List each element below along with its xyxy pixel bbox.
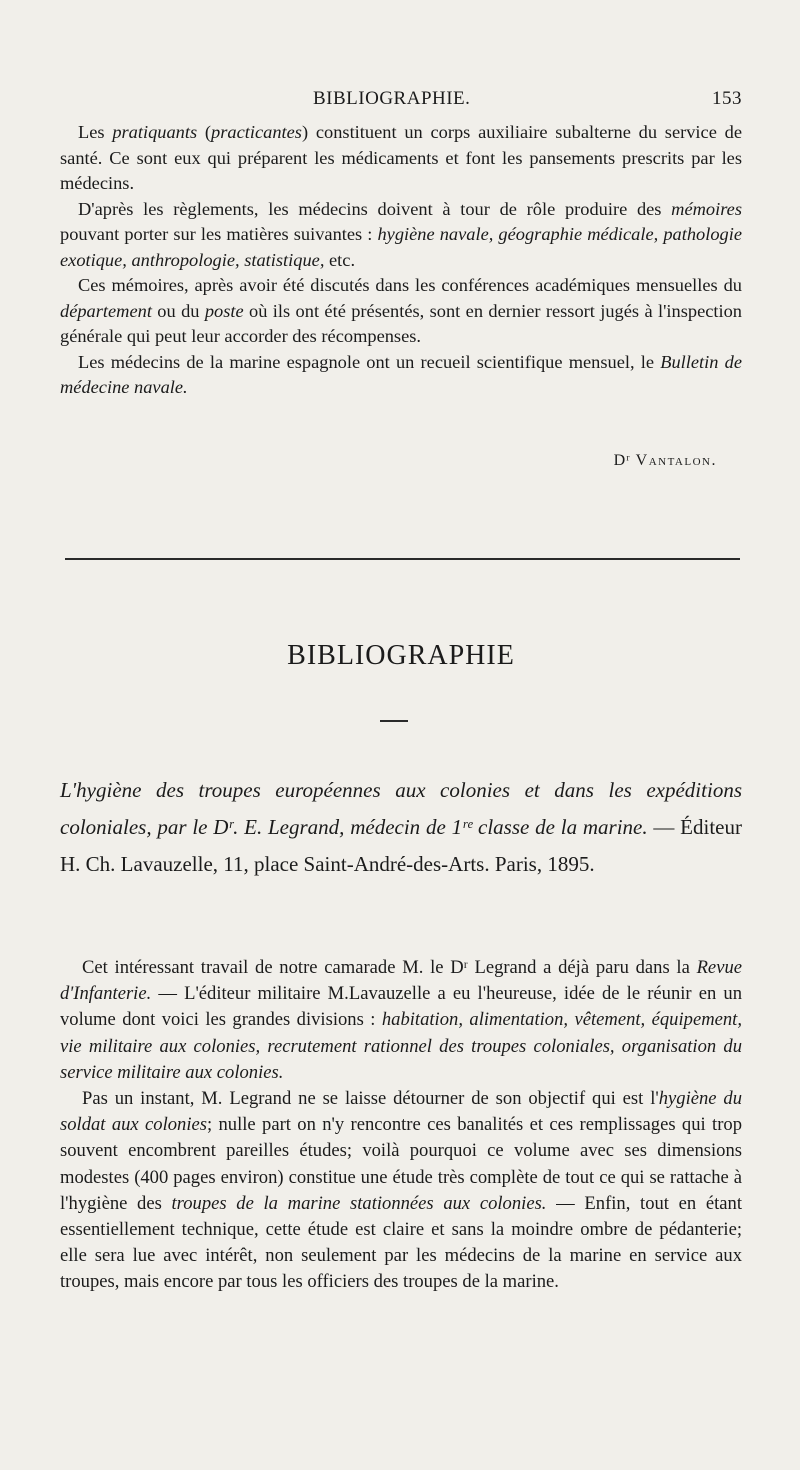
paragraph: Cet intéressant travail de notre camarade M. le Dʳ Legrand a déjà paru dans la Revue d'Infanterie. — L'éditeur militaire M.Lavauzelle a eu l'heureuse, idée de le réunir en un volume dont voici les grandes divisions : habitation, alimentation, vêtement, équipement, vie militaire aux colonies, recrutement rationnel des troupes coloniales, organisation du service militaire aux colonies.: [60, 957, 742, 1083]
paragraph: D'après les règlements, les médecins doivent à tour de rôle produire des mémoires pouvant porter sur les matières suivantes : hygiène navale, géographie médicale, pathologie exotique, anthropologie, statistique, etc.: [60, 198, 742, 270]
reference-text: L'hygiène des troupes européennes aux colonies et dans les expéditions coloniales, par le Dʳ. E. Legrand, médecin de 1ʳᵉ classe de la marine. — Éditeur H. Ch. Lavauzelle, 11, place Saint-André-des-Arts. Paris, 1895.: [60, 778, 742, 876]
book-reference: [60, 772, 742, 883]
paragraph: Pas un instant, M. Legrand ne se laisse détourner de son objectif qui est l'hygiène du soldat aux colonies; nulle part on n'y rencontre ces banalités et ces remplissages qui trop souvent encombrent pareilles études; voilà pourquoi ce volume avec ses dimensions modestes (400 pages environ) constitue une étude très complète de tout ce qui se rattache à l'hygiène des troupes de la marine stationnées aux colonies. — Enfin, tout en étant essentiellement technique, cette étude est claire et sans la moindre ombre de pédanterie; elle sera lue avec intérêt, non seulement par les médecins de la marine en service aux troupes, mais encore par tous les officiers des troupes de la marine.: [60, 1088, 743, 1293]
running-title: BIBLIOGRAPHIE.: [313, 88, 471, 109]
book-review: [60, 955, 742, 1296]
paragraph: Ces mémoires, après avoir été discutés dans les conférences académiques mensuelles du département ou du poste où ils ont été présentés, sont en dernier ressort jugés à l'inspection générale qui peut leur accorder des récompenses.: [60, 275, 742, 346]
paragraph: Les médecins de la marine espagnole ont un recueil scientifique mensuel, le Bulletin de médecine navale.: [60, 351, 742, 397]
section-title: BIBLIOGRAPHIE: [287, 640, 515, 671]
section-divider: [65, 558, 740, 560]
article-continuation: [60, 120, 742, 401]
title-dash: [380, 720, 408, 722]
paragraph: Les pratiquants (practicantes) constituent un corps auxiliaire subalterne du service de santé. Ce sont eux qui préparent les médicaments et font les pansements prescrits par les médecins.: [60, 122, 742, 193]
author-signature: Dʳ Vantalon.: [613, 452, 717, 469]
page-number: 153: [712, 88, 742, 109]
running-header: [60, 88, 742, 114]
